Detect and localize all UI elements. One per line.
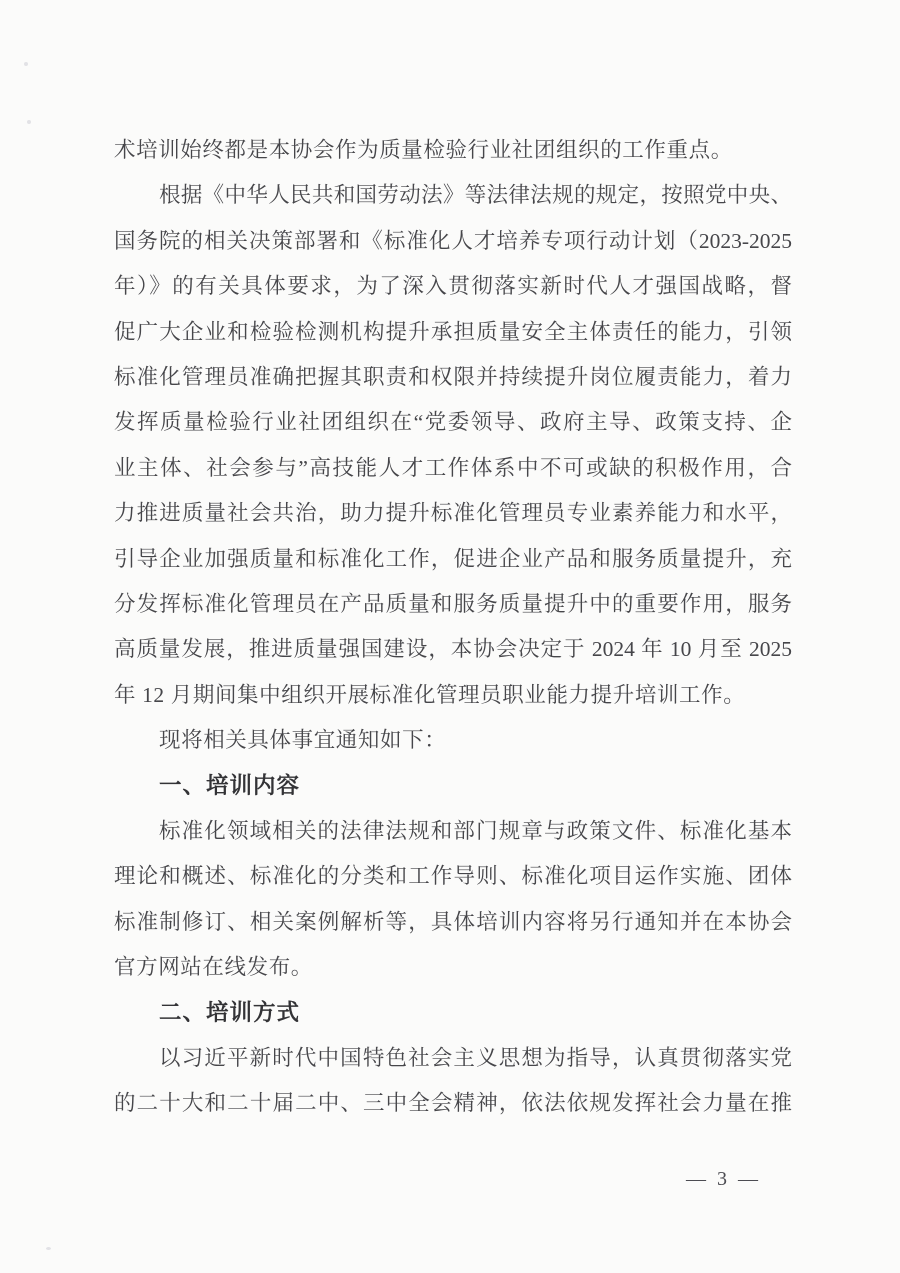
text-line: 年 12 月期间集中组织开展标准化管理员职业能力提升培训工作。	[114, 682, 746, 707]
text-line: 业主体、社会参与”高技能人才工作体系中不可或缺的积极作用，合	[114, 455, 792, 480]
text-line: 年）》的有关具体要求，为了深入贯彻落实新时代人才强国战略，督	[114, 274, 792, 299]
text-line: 标准化管理员准确把握其职责和权限并持续提升岗位履责能力，着力	[114, 364, 792, 389]
text-line: 促广大企业和检验检测机构提升承担质量安全主体责任的能力，引领	[114, 319, 792, 344]
text-line: 力推进质量社会共治，助力提升标准化管理员专业素养能力和水平，	[114, 501, 792, 526]
scan-speck	[46, 1247, 51, 1250]
text-line: 分发挥标准化管理员在产品质量和服务质量提升中的重要作用，服务	[114, 591, 792, 616]
text-line: 发挥质量检验行业社团组织在“党委领导、政府主导、政策支持、企	[114, 410, 792, 435]
text-line: 术培训始终都是本协会作为质量检验行业社团组织的工作重点。	[114, 138, 733, 162]
scan-speck	[27, 120, 31, 124]
text-line: 的二十大和二十届二中、三中全会精神，依法依规发挥社会力量在推	[114, 1091, 792, 1116]
text-line: 标准制修订、相关案例解析等，具体培训内容将另行通知并在本协会	[114, 909, 792, 934]
text-line: 官方网站在线发布。	[114, 955, 313, 980]
scan-speck	[24, 62, 28, 66]
text-line: 根据《中华人民共和国劳动法》等法律法规的规定，按照党中央、	[159, 183, 792, 208]
text-line: 国务院的相关决策部署和《标准化人才培养专项行动计划（2023-2025	[114, 228, 792, 253]
text-line: 现将相关具体事宜通知如下：	[159, 728, 447, 753]
text-line: 高质量发展，推进质量强国建设，本协会决定于 2024 年 10 月至 2025	[114, 637, 792, 662]
text-line: 理论和概述、标准化的分类和工作导则、标准化项目运作实施、团体	[114, 864, 792, 889]
text-line: 以习近平新时代中国特色社会主义思想为指导，认真贯彻落实党	[159, 1045, 792, 1070]
page-number: — 3 —	[686, 1168, 761, 1190]
document-body	[114, 128, 792, 1127]
section-heading-training-content: 一、培训内容	[159, 773, 301, 799]
text-line: 标准化领域相关的法律法规和部门规章与政策文件、标准化基本	[159, 818, 792, 843]
section-heading-training-method: 二、培训方式	[159, 1000, 301, 1026]
text-line: 引导企业加强质量和标准化工作，促进企业产品和服务质量提升，充	[114, 546, 792, 571]
